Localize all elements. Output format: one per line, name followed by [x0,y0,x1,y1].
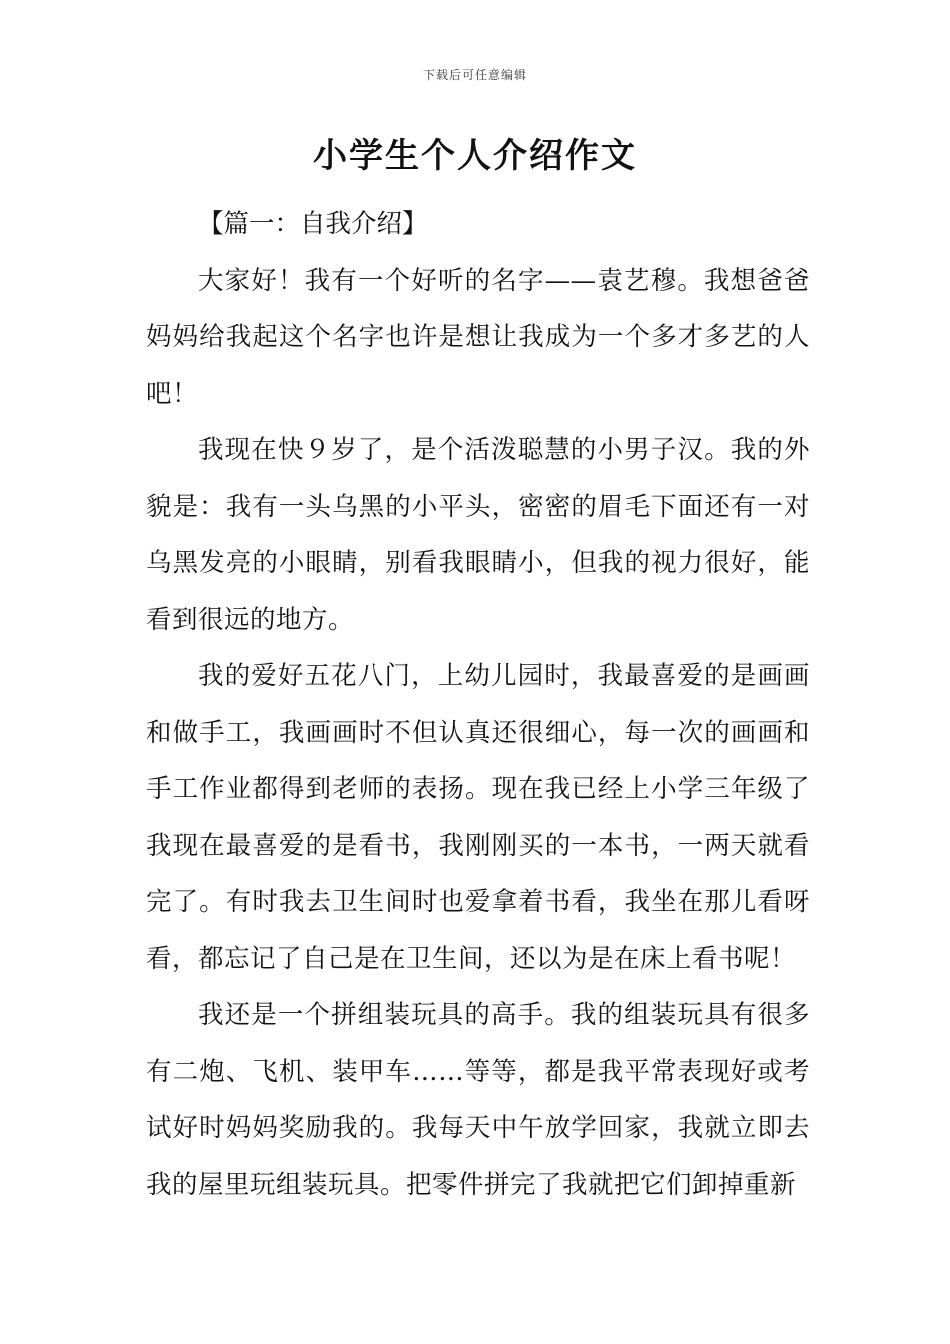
header-note: 下载后可任意编辑 [422,68,527,82]
paragraph-2: 我现在快９岁了，是个活泼聪慧的小男子汉。我的外貌是：我有一头乌黑的小平头，密密的眉毛下面还有一对乌黑发亮的小眼睛，别看我眼睛小，但我的视力很好，能看到很远的地方。 [146,435,810,635]
paragraph-1: 大家好！我有一个好听的名字——袁艺穆。我想爸爸妈妈给我起这个名字也许是想让我成为一个多才多艺的人吧！ [146,265,810,409]
section-heading: 【篇一：自我介绍】 [198,209,428,239]
paragraph-4: 我还是一个拼组装玩具的高手。我的组装玩具有很多有二炮、飞机、装甲车……等等，都是我平常表现好或考试好时妈妈奖励我的。我每天中午放学回家，我就立即去我的屋里玩组装玩具。把零件拼完了我就把它们卸掉重新 [146,1000,810,1200]
document-title: 小学生个人介绍作文 [313,136,637,176]
paragraph-3: 我的爱好五花八门，上幼儿园时，我最喜爱的是画画和做手工，我画画时不但认真还很细心，每一次的画画和手工作业都得到老师的表扬。现在我已经上小学三年级了我现在最喜爱的是看书，我刚刚买的一本书，一两天就看完了。有时我去卫生间时也爱拿着书看，我坐在那儿看呀看，都忘记了自己是在卫生间，还以为是在床上看书呢！ [146,661,810,974]
document-body [146,196,810,1213]
